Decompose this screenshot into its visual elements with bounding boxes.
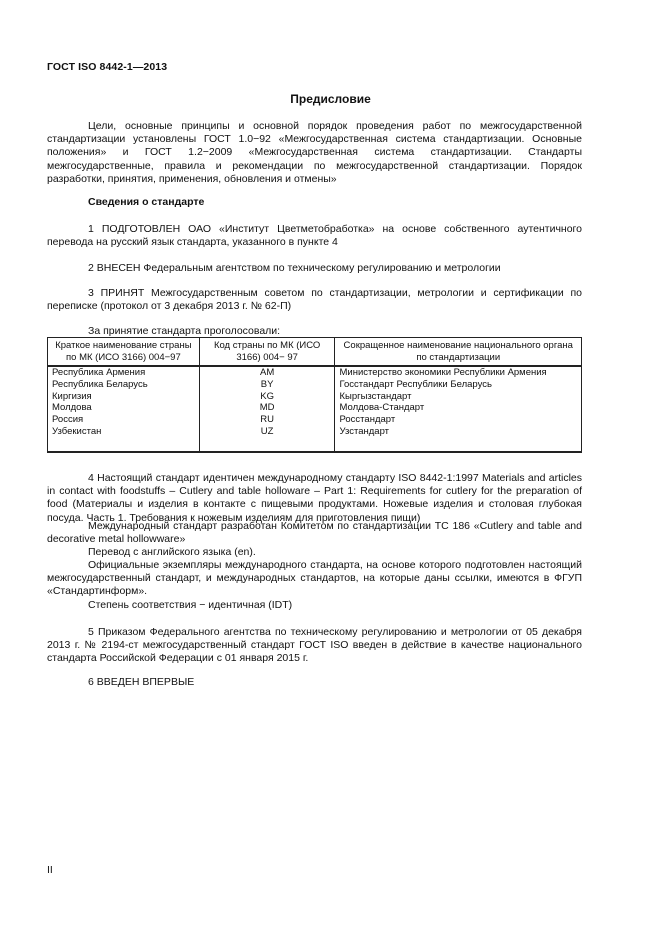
item-3-paragraph: 3 ПРИНЯТ Межгосударственным советом по стандартизации, метрологии и сертификации по переписке (протокол от 3 декабря 2013 г. № 62-П) [47,287,582,313]
table-caption: За принятие стандарта проголосовали: [88,325,281,337]
filler-cell [335,438,582,452]
country-cell: Молдова [48,402,200,414]
country-cell: Республика Армения [48,366,200,379]
item-1-paragraph: 1 ПОДГОТОВЛЕН ОАО «Институт Цветметобработка» на основе собственного аутентичного перевода на русский язык стандарта, указанного в пункте 4 [47,223,582,249]
table-row [48,366,582,379]
column-header-code: Код страны по МК (ИСО 3166) 004− 97 [199,338,335,367]
table-row [48,379,582,391]
country-cell: Узбекистан [48,426,200,438]
body-cell: Узстандарт [335,426,582,438]
column-header-body: Сокращенное наименование национального органа по стандартизации [335,338,582,367]
code-cell: MD [199,402,335,414]
item-4-conformity-paragraph: Степень соответствия − идентичная (IDT) [88,599,293,611]
body-cell: Министерство экономики Республики Армения [335,366,582,379]
body-cell: Молдова-Стандарт [335,402,582,414]
item-4-paragraph: 4 Настоящий стандарт идентичен международному стандарту ISO 8442-1:1997 Materials and articles in contact with foodstuffs – Cutlery and table holloware – Part 1: Requirements for cutlery for the preparation of food (Материалы и изделия в контакте с пищевыми продуктами. Ножевые изделия и столовая глубокая посуда. Часть 1. Требования к ножевым изделиям для приготовления пищи) [47,472,582,524]
section-heading: Сведения о стандарте [88,196,205,208]
country-cell: Республика Беларусь [48,379,200,391]
body-cell: Кыргызстандарт [335,391,582,403]
code-cell: BY [199,379,335,391]
body-cell: Госстандарт Республики Беларусь [335,379,582,391]
item-4-translation-paragraph: Перевод с английского языка (en). [88,546,256,558]
code-cell: AM [199,366,335,379]
code-cell: RU [199,414,335,426]
item-2-paragraph: 2 ВНЕСЕН Федеральным агентством по техническому регулированию и метрологии [88,262,501,274]
code-cell: KG [199,391,335,403]
item-4-copies-paragraph: Официальные экземпляры международного стандарта, на основе которого подготовлен настоящий межгосударственный стандарт, и международных стандартов, на которые даны ссылки, имеются в ФГУП «Стандартинформ». [47,559,582,598]
table-header-row [48,338,582,367]
table-row [48,426,582,438]
table-row [48,402,582,414]
code-cell: UZ [199,426,335,438]
table-filler-row [48,438,582,452]
intro-paragraph: Цели, основные принципы и основной порядок проведения работ по межгосударственной стандартизации установлены ГОСТ 1.0−92 «Межгосударственная система стандартизации. Основные положения» и ГОСТ 1.2−2009 «Межгосударственная система стандартизации. Стандарты межгосударственные, правила и рекомендации по межгосударственной стандартизации. Порядок разработки, принятия, применения, обновления и отмены» [47,120,582,185]
body-cell: Росстандарт [335,414,582,426]
voting-table [47,337,582,453]
page-number: II [47,864,53,876]
document-header: ГОСТ ISO 8442-1—2013 [47,61,168,73]
filler-cell [48,438,200,452]
table-row [48,391,582,403]
filler-cell [199,438,335,452]
column-header-country: Краткое наименование страны по МК (ИСО 3166) 004−97 [48,338,200,367]
item-6-paragraph: 6 ВВЕДЕН ВПЕРВЫЕ [88,676,195,688]
table-row [48,414,582,426]
item-5-paragraph: 5 Приказом Федерального агентства по техническому регулированию и метрологии от 05 декабря 2013 г. № 2194-ст межгосударственный стандарт ГОСТ ISO введен в действие в качестве национального стандарта Российской Федерации с 01 января 2015 г. [47,626,582,665]
page-title: Предисловие [290,92,371,106]
country-cell: Россия [48,414,200,426]
country-cell: Киргизия [48,391,200,403]
item-4-origin-paragraph: Международный стандарт разработан Комитетом по стандартизации ТС 186 «Cutlery and table and decorative metal hollowware» [47,520,582,546]
